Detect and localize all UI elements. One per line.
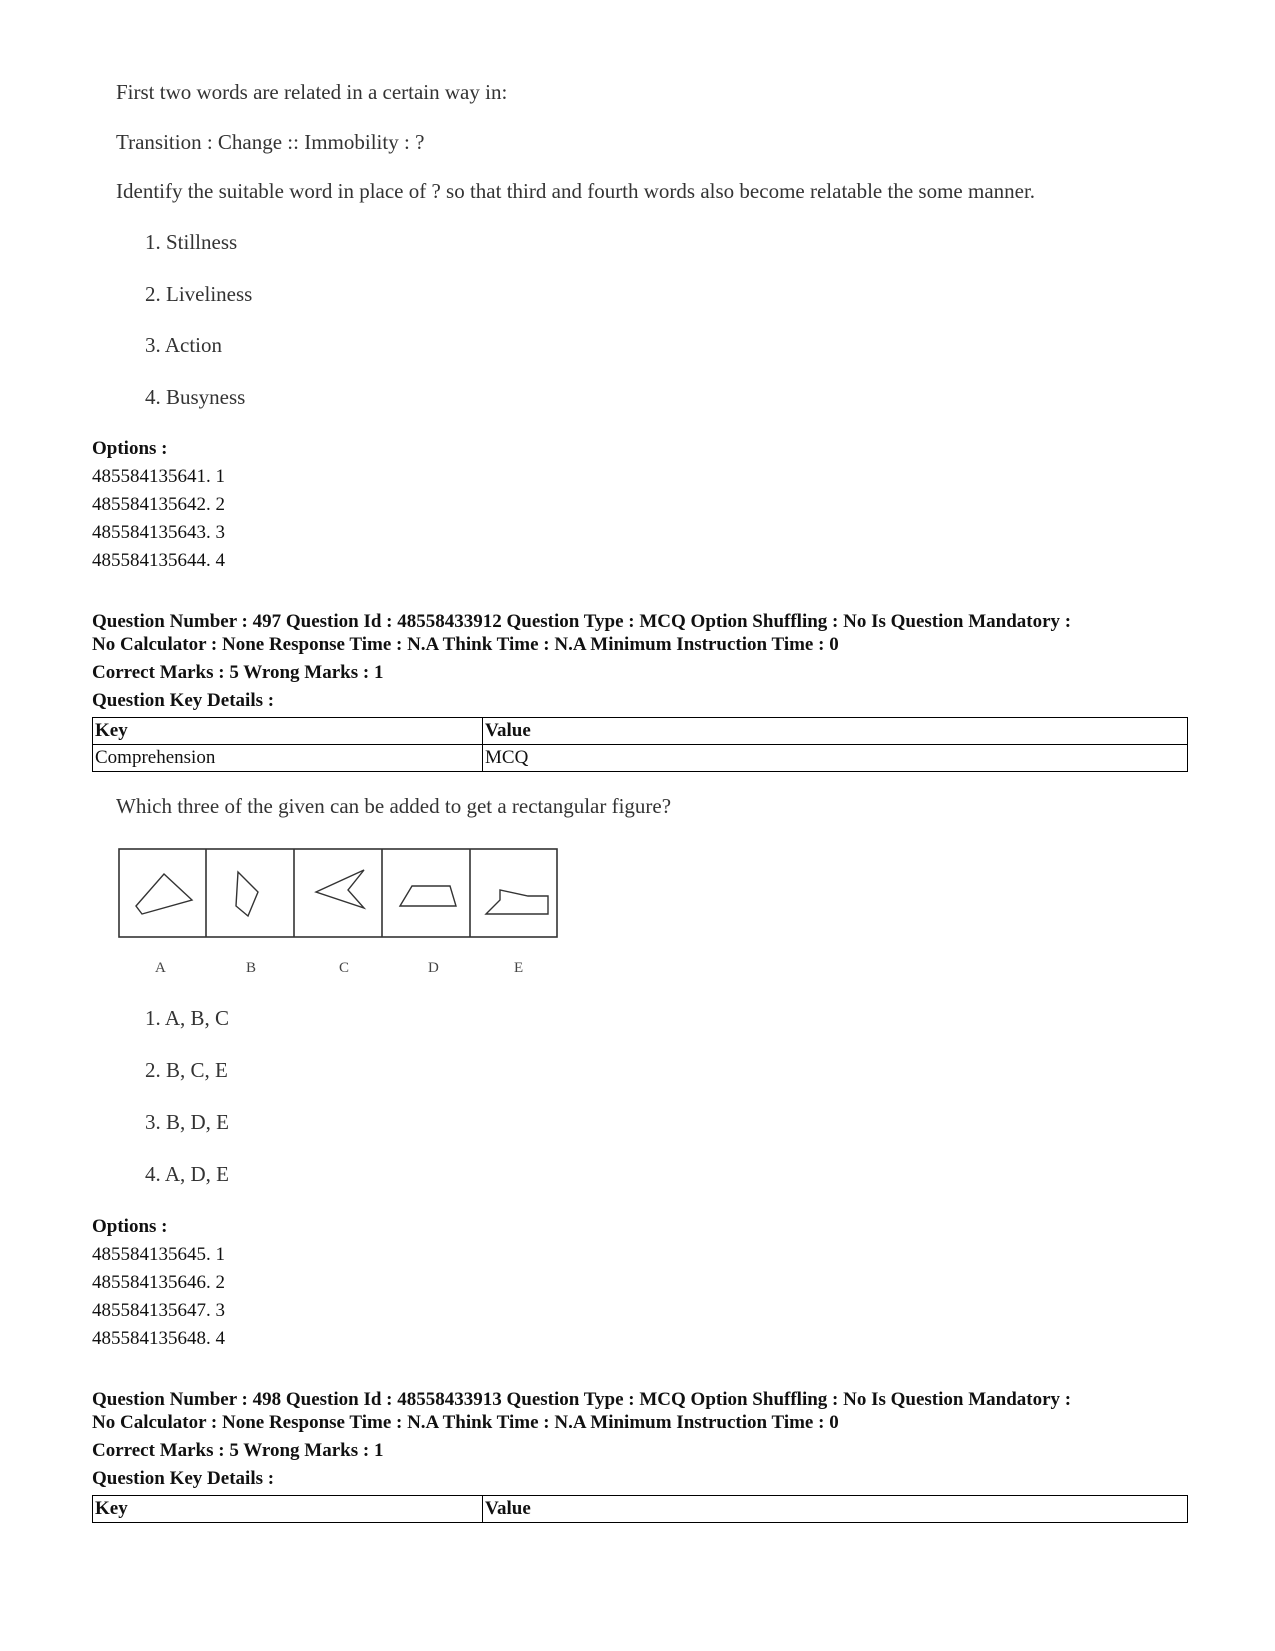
shape-e — [486, 890, 548, 914]
q497-stem: Which three of the given can be added to get a rectangular figure? — [116, 794, 672, 818]
shape-a — [136, 874, 192, 914]
q497-header-line1: Question Number : 497 Question Id : 48558433912 Question Type : MCQ Option Shuffling : No Is Question Mandatory : — [92, 611, 1072, 632]
q496-stem-line3: Identify the suitable word in place of ? so that third and fourth words also become relatable the some manner. — [116, 179, 1036, 203]
q497-option-2: 485584135646. 2 — [92, 1272, 225, 1293]
q497-key-table-header — [93, 718, 1188, 745]
q496-option-2: 485584135642. 2 — [92, 494, 225, 515]
q497-key-details-label: Question Key Details : — [92, 690, 275, 711]
figure-label-b: B — [246, 960, 257, 976]
q497-option-1: 485584135645. 1 — [92, 1244, 225, 1265]
key-cell: Comprehension — [93, 745, 483, 772]
q496-stem-line2: Transition : Change :: Immobility : ? — [116, 130, 425, 154]
key-header: Key — [93, 1496, 483, 1523]
q496-option-3: 485584135643. 3 — [92, 522, 225, 543]
shape-c — [316, 870, 364, 908]
figure-label-d: D — [428, 960, 439, 976]
q497-choice-3: 3. B, D, E — [145, 1110, 229, 1134]
q497-option-3: 485584135647. 3 — [92, 1300, 225, 1321]
figure-label-a: A — [155, 960, 166, 976]
shape-b — [236, 872, 258, 916]
q498-key-details-label: Question Key Details : — [92, 1468, 275, 1489]
q497-option-4: 485584135648. 4 — [92, 1328, 225, 1349]
q497-header-line2: No Calculator : None Response Time : N.A Think Time : N.A Minimum Instruction Time : 0 — [92, 634, 839, 655]
figure-label-c: C — [339, 960, 350, 976]
table-row — [93, 745, 1188, 772]
q496-options-label: Options : — [92, 438, 168, 459]
q498-header-line1: Question Number : 498 Question Id : 48558433913 Question Type : MCQ Option Shuffling : No Is Question Mandatory : — [92, 1389, 1072, 1410]
q497-key-table — [92, 717, 1188, 772]
q496-choice-3: 3. Action — [145, 333, 222, 357]
q497-shape-figure — [118, 848, 558, 944]
q498-marks: Correct Marks : 5 Wrong Marks : 1 — [92, 1440, 384, 1461]
q497-choice-1: 1. A, B, C — [145, 1006, 230, 1030]
q496-stem-line1: First two words are related in a certain way in: — [116, 80, 508, 104]
q498-header-line2: No Calculator : None Response Time : N.A Think Time : N.A Minimum Instruction Time : 0 — [92, 1412, 839, 1433]
shape-d — [400, 886, 456, 906]
q497-options-label: Options : — [92, 1216, 168, 1237]
value-header: Value — [483, 1496, 1188, 1523]
value-header: Value — [483, 718, 1188, 745]
q498-key-table-header — [93, 1496, 1188, 1523]
q497-choice-4: 4. A, D, E — [145, 1162, 229, 1186]
value-cell: MCQ — [483, 745, 1188, 772]
q496-choice-4: 4. Busyness — [145, 385, 246, 409]
q497-choice-2: 2. B, C, E — [145, 1058, 228, 1082]
q496-option-1: 485584135641. 1 — [92, 466, 225, 487]
q496-option-4: 485584135644. 4 — [92, 550, 225, 571]
figure-label-e: E — [514, 960, 524, 976]
q498-key-table — [92, 1495, 1188, 1523]
q496-choice-2: 2. Liveliness — [145, 282, 253, 306]
q496-choice-1: 1. Stillness — [145, 230, 238, 254]
q497-marks: Correct Marks : 5 Wrong Marks : 1 — [92, 662, 384, 683]
key-header: Key — [93, 718, 483, 745]
